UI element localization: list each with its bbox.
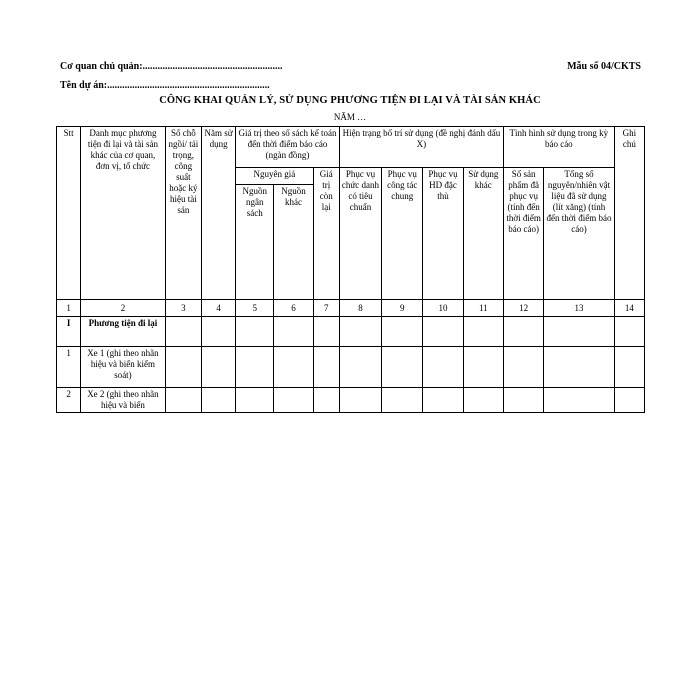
empty-cell xyxy=(165,317,201,347)
empty-cell xyxy=(236,317,274,347)
header-usage: Tình hình sử dụng trong kỳ báo cáo xyxy=(503,127,614,168)
column-number: 10 xyxy=(423,300,463,317)
table-row xyxy=(57,347,645,388)
report-year: NĂM … xyxy=(333,112,367,122)
column-number-row xyxy=(57,300,645,317)
empty-cell xyxy=(236,388,274,413)
header-budget: Nguồn ngân sách xyxy=(236,185,274,300)
empty-cell xyxy=(544,347,614,388)
agency-field: Cơ quan chủ quản:........................................................ xyxy=(60,61,283,72)
empty-cell xyxy=(463,388,503,413)
column-number: 6 xyxy=(274,300,313,317)
empty-cell xyxy=(339,347,381,388)
empty-cell xyxy=(503,347,543,388)
empty-cell xyxy=(274,347,313,388)
empty-cell xyxy=(382,347,423,388)
empty-cell xyxy=(423,317,463,347)
row-stt: 1 xyxy=(57,347,81,388)
header-other-source: Nguồn khác xyxy=(274,185,313,300)
row-name: Xe 2 (ghi theo nhãn hiệu và biển xyxy=(81,388,166,413)
header-seats: Số chỗ ngồi/ tải trọng, công suất hoặc ký hiệu tài sản xyxy=(165,127,201,300)
column-number: 13 xyxy=(544,300,614,317)
table-row xyxy=(57,317,645,347)
header-note: Ghi chú xyxy=(614,127,644,300)
empty-cell xyxy=(614,317,644,347)
empty-cell xyxy=(313,317,339,347)
row-stt: 2 xyxy=(57,388,81,413)
empty-cell xyxy=(544,388,614,413)
empty-cell xyxy=(313,388,339,413)
row-stt: I xyxy=(57,317,81,347)
empty-cell xyxy=(236,347,274,388)
column-number: 8 xyxy=(339,300,381,317)
empty-cell xyxy=(614,347,644,388)
column-number: 4 xyxy=(201,300,235,317)
empty-cell xyxy=(423,388,463,413)
column-number: 7 xyxy=(313,300,339,317)
header-serve-title: Phục vụ chức danh có tiêu chuẩn xyxy=(339,168,381,300)
empty-cell xyxy=(463,317,503,347)
header-residual: Giá trị còn lại xyxy=(313,168,339,300)
row-name: Phương tiện đi lại xyxy=(81,317,166,347)
empty-cell xyxy=(201,388,235,413)
row-name: Xe 1 (ghi theo nhãn hiệu và biển kiểm soát) xyxy=(81,347,166,388)
column-number: 11 xyxy=(463,300,503,317)
empty-cell xyxy=(201,347,235,388)
table-row xyxy=(57,388,645,413)
empty-cell xyxy=(274,317,313,347)
column-number: 12 xyxy=(503,300,543,317)
header-use-other: Sử dụng khác xyxy=(463,168,503,300)
empty-cell xyxy=(339,317,381,347)
empty-cell xyxy=(339,388,381,413)
empty-cell xyxy=(165,347,201,388)
project-name-field: Tên dự án:................................................................. xyxy=(60,80,270,91)
column-number: 9 xyxy=(382,300,423,317)
header-products: Số sản phẩm đã phục vụ (tính đến thời điểm báo cáo) xyxy=(503,168,543,300)
header-year-use: Năm sử dụng xyxy=(201,127,235,300)
empty-cell xyxy=(382,317,423,347)
column-number: 1 xyxy=(57,300,81,317)
column-number: 14 xyxy=(614,300,644,317)
header-serve-general: Phục vụ công tác chung xyxy=(382,168,423,300)
empty-cell xyxy=(274,388,313,413)
empty-cell xyxy=(463,347,503,388)
empty-cell xyxy=(544,317,614,347)
header-fuel: Tổng số nguyên/nhiên vật liệu đã sử dụng (lít xăng) (tính đến thời điểm báo cáo) xyxy=(544,168,614,300)
empty-cell xyxy=(165,388,201,413)
header-category: Danh mục phương tiện đi lại và tài sản khác của cơ quan, đơn vị, tổ chức xyxy=(81,127,166,300)
column-number: 5 xyxy=(236,300,274,317)
header-status: Hiện trạng bố trí sử dụng (đề nghị đánh dấu X) xyxy=(339,127,503,168)
header-serve-special: Phục vụ HD đặc thù xyxy=(423,168,463,300)
empty-cell xyxy=(382,388,423,413)
column-number: 3 xyxy=(165,300,201,317)
empty-cell xyxy=(423,347,463,388)
header-original-price: Nguyên giá xyxy=(236,168,314,185)
empty-cell xyxy=(503,317,543,347)
asset-table xyxy=(56,126,645,413)
empty-cell xyxy=(201,317,235,347)
column-number: 2 xyxy=(81,300,166,317)
empty-cell xyxy=(614,388,644,413)
document-title: CÔNG KHAI QUẢN LÝ, SỬ DỤNG PHƯƠNG TIỆN ĐI LẠI VÀ TÀI SẢN KHÁC xyxy=(159,95,541,106)
header-row-1 xyxy=(57,127,645,168)
header-book-value: Giá trị theo số sách kế toán đến thời điểm báo cáo (ngàn đồng) xyxy=(236,127,340,168)
header-stt: Stt xyxy=(57,127,81,300)
empty-cell xyxy=(503,388,543,413)
empty-cell xyxy=(313,347,339,388)
form-number: Mẫu số 04/CKTS xyxy=(567,61,641,72)
